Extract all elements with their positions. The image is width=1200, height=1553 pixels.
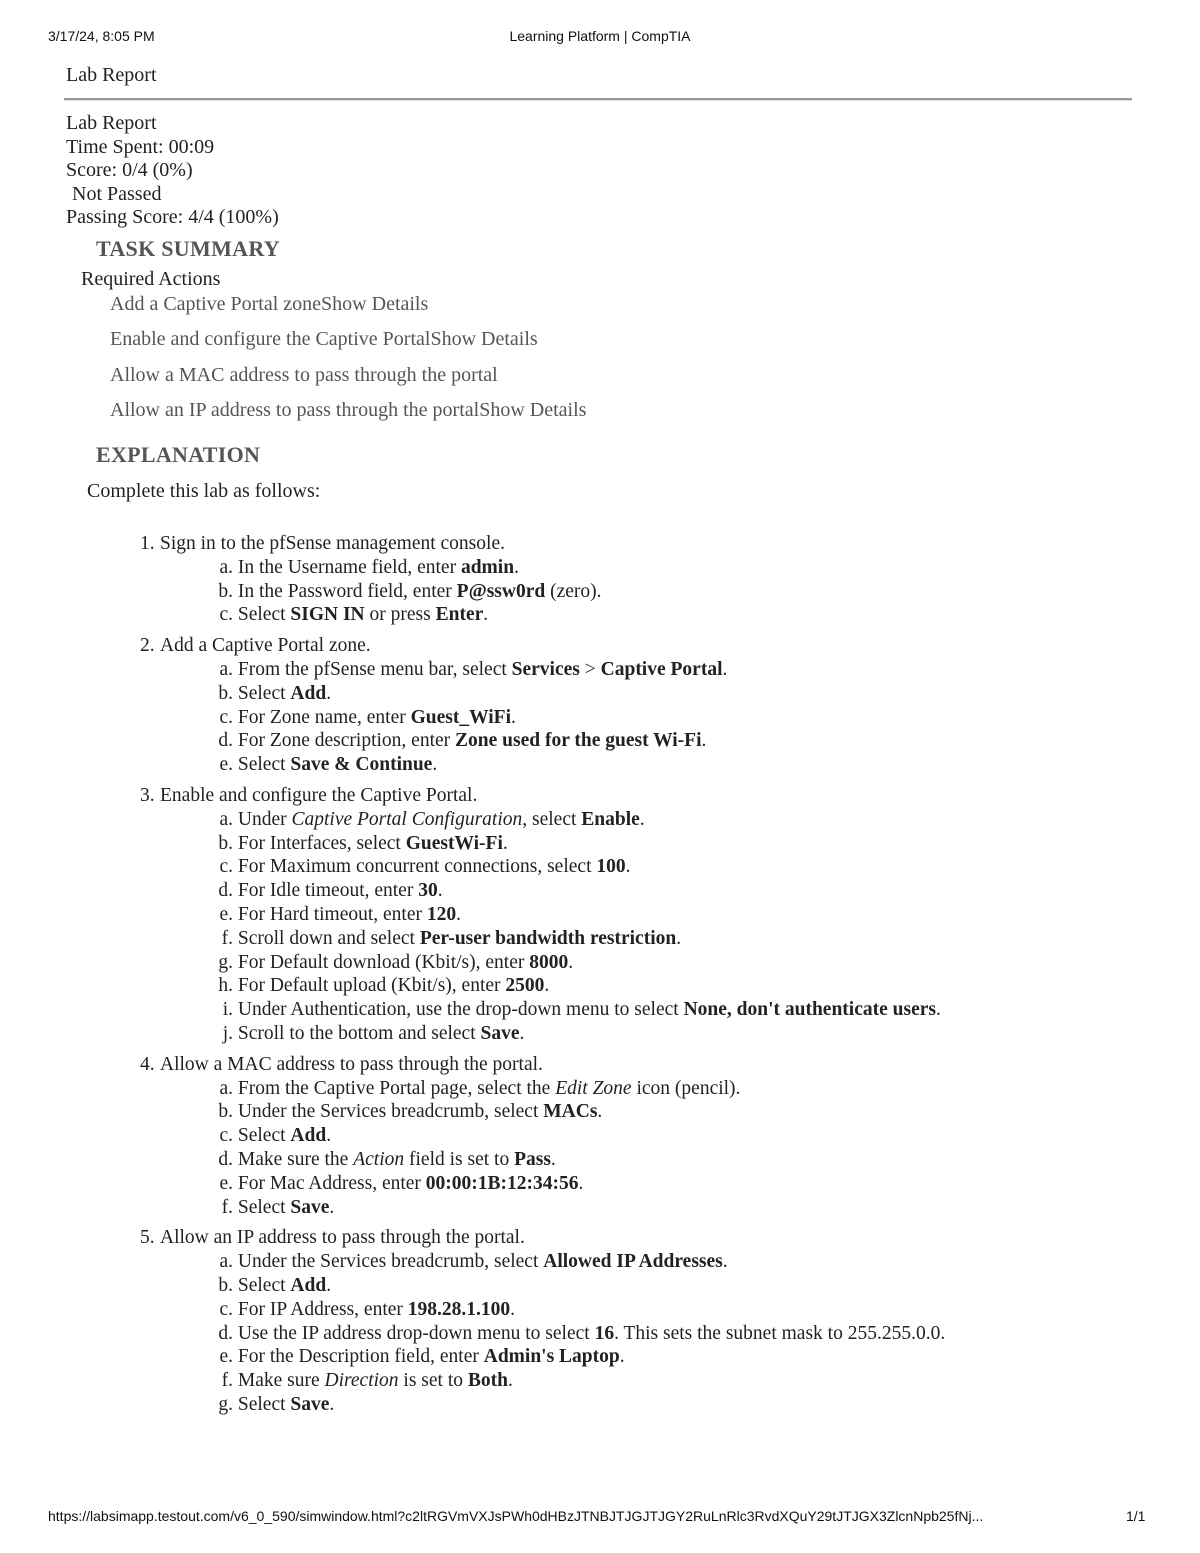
instruction-text: . bbox=[935, 999, 941, 1021]
instruction-text: . bbox=[502, 832, 508, 854]
instruction-text: Select bbox=[237, 604, 291, 626]
print-datetime: 3/17/24, 8:05 PM bbox=[48, 28, 155, 44]
emphasis-value: Allowed IP Addresses bbox=[543, 1251, 723, 1273]
instruction-text: . bbox=[432, 754, 438, 776]
instruction-text: . bbox=[326, 682, 332, 704]
emphasis-value: Per-user bandwidth restriction bbox=[419, 927, 677, 949]
emphasis-value: Zone used for the guest Wi-Fi bbox=[455, 730, 702, 752]
substep-letter: f. bbox=[221, 1370, 233, 1392]
print-page-title: Learning Platform | CompTIA bbox=[509, 28, 691, 44]
instruction-text: or press bbox=[364, 604, 436, 626]
substep-item bbox=[210, 1124, 945, 1148]
substep-letter: c. bbox=[219, 1125, 233, 1147]
instruction-text: Scroll to the bottom and select bbox=[237, 1022, 481, 1044]
substep-letter: h. bbox=[218, 975, 233, 997]
emphasis-value: Save bbox=[480, 1022, 520, 1044]
instruction-text: (zero). bbox=[545, 580, 602, 602]
instruction-text: . This sets the subnet mask to 255.255.0.0. bbox=[614, 1322, 946, 1344]
step-number: 5. bbox=[140, 1227, 155, 1249]
instruction-text: . bbox=[437, 880, 443, 902]
ui-term: Captive Portal Configuration bbox=[291, 808, 523, 830]
instruction-text: For Zone description, enter bbox=[237, 730, 456, 752]
substep-item bbox=[210, 808, 945, 832]
required-actions-label: Required Actions bbox=[81, 268, 221, 290]
instruction-text: . bbox=[329, 1196, 335, 1218]
emphasis-value: P@ssw0rd bbox=[456, 580, 546, 602]
instruction-text: is set to bbox=[398, 1370, 468, 1392]
emphasis-value: Add bbox=[290, 1274, 327, 1296]
step-item bbox=[140, 532, 945, 627]
lab-report-heading: Lab Report bbox=[66, 64, 157, 86]
emphasis-value: Save bbox=[290, 1196, 330, 1218]
substeps-list bbox=[140, 1077, 945, 1220]
time-spent: Time Spent: 00:09 bbox=[66, 135, 215, 158]
substep-item bbox=[210, 1022, 945, 1046]
score: Score: 0/4 (0%) bbox=[66, 159, 193, 181]
emphasis-value: Guest_WiFi bbox=[410, 706, 512, 728]
substep-item bbox=[210, 998, 945, 1022]
step-number: 3. bbox=[140, 784, 155, 806]
emphasis-value: Add bbox=[290, 1125, 327, 1147]
emphasis-value: Admin's Laptop bbox=[483, 1346, 620, 1368]
instruction-text: . bbox=[544, 975, 550, 997]
substep-item bbox=[210, 1274, 945, 1298]
instruction-text: For Maximum concurrent connections, select bbox=[237, 856, 597, 878]
score-summary bbox=[66, 112, 279, 230]
substep-letter: j. bbox=[222, 1022, 233, 1044]
substep-letter: b. bbox=[218, 1274, 233, 1296]
step-text: Add a Captive Portal zone. bbox=[160, 635, 371, 657]
instruction-text: . bbox=[625, 856, 631, 878]
substeps-list bbox=[140, 1250, 945, 1417]
substep-letter: c. bbox=[219, 706, 233, 728]
step-text: Sign in to the pfSense management console. bbox=[160, 533, 505, 554]
substep-item bbox=[210, 1196, 945, 1220]
substep-item bbox=[210, 1250, 945, 1274]
substep-letter: f. bbox=[221, 1196, 233, 1218]
substep-item bbox=[210, 1298, 945, 1322]
step-text: Allow an IP address to pass through the portal. bbox=[160, 1227, 525, 1249]
task-summary-heading: TASK SUMMARY bbox=[96, 236, 280, 261]
substep-letter: a. bbox=[219, 808, 233, 830]
substep-item bbox=[210, 682, 945, 706]
substep-letter: a. bbox=[219, 1077, 233, 1099]
substep-item bbox=[210, 832, 945, 856]
instruction-text: . bbox=[329, 1393, 335, 1415]
instruction-text: Under bbox=[237, 808, 292, 830]
instruction-text: . bbox=[483, 604, 489, 626]
instruction-text: . bbox=[701, 730, 707, 752]
substep-item bbox=[210, 951, 945, 975]
emphasis-value: 120 bbox=[426, 903, 457, 925]
emphasis-value: Captive Portal bbox=[600, 658, 723, 680]
substep-item bbox=[210, 879, 945, 903]
emphasis-value: Enter bbox=[435, 604, 484, 626]
emphasis-value: admin bbox=[460, 556, 515, 578]
instruction-text: For Mac Address, enter bbox=[237, 1172, 426, 1194]
instruction-text: . bbox=[326, 1274, 332, 1296]
substep-letter: e. bbox=[219, 754, 233, 776]
instruction-text: . bbox=[456, 903, 461, 925]
step-item bbox=[140, 1053, 945, 1220]
instruction-text: Make sure the bbox=[237, 1148, 354, 1170]
substep-item bbox=[210, 903, 945, 927]
step-text: Allow a MAC address to pass through the portal. bbox=[160, 1053, 543, 1075]
substep-item bbox=[210, 603, 945, 627]
step-number: 2. bbox=[140, 635, 155, 657]
emphasis-value: None, don't authenticate users bbox=[683, 999, 936, 1021]
substep-item bbox=[210, 1172, 945, 1196]
instruction-text: . bbox=[722, 658, 728, 680]
emphasis-value: 00:00:1B:12:34:56 bbox=[425, 1172, 579, 1194]
emphasis-value: 2500 bbox=[505, 975, 545, 997]
substep-letter: i. bbox=[222, 999, 233, 1021]
instruction-text: Select bbox=[237, 1274, 291, 1296]
instruction-text: . bbox=[550, 1148, 556, 1170]
instruction-text: , select bbox=[522, 808, 582, 830]
emphasis-value: 100 bbox=[596, 856, 626, 878]
substeps-list bbox=[140, 808, 945, 1046]
instruction-text: Select bbox=[237, 1196, 291, 1218]
instruction-text: For Default download (Kbit/s), enter bbox=[237, 951, 530, 973]
substep-item bbox=[210, 974, 945, 998]
emphasis-value: Save & Continue bbox=[290, 754, 433, 776]
substep-item bbox=[210, 1393, 945, 1417]
required-action-item[interactable]: Enable and configure the Captive PortalShow Details bbox=[110, 328, 538, 351]
explanation-heading: EXPLANATION bbox=[96, 442, 261, 467]
instruction-text: For Default upload (Kbit/s), enter bbox=[237, 975, 506, 997]
instruction-text: . bbox=[597, 1101, 603, 1123]
instruction-text: From the Captive Portal page, select the bbox=[237, 1077, 556, 1099]
substep-item bbox=[210, 1100, 945, 1124]
substep-letter: d. bbox=[218, 1322, 233, 1344]
emphasis-value: 30 bbox=[418, 880, 438, 902]
instruction-text: Use the IP address drop-down menu to select bbox=[237, 1322, 595, 1344]
instruction-text: Select bbox=[237, 754, 291, 776]
substep-item bbox=[210, 658, 945, 682]
substep-letter: c. bbox=[219, 1298, 233, 1320]
emphasis-value: 198.28.1.100 bbox=[407, 1298, 511, 1320]
pass-status: Not Passed bbox=[72, 182, 162, 205]
substep-letter: b. bbox=[218, 682, 233, 704]
instruction-text: Make sure bbox=[237, 1370, 325, 1392]
emphasis-value: 8000 bbox=[529, 951, 569, 973]
step-number: 1. bbox=[140, 533, 155, 554]
substep-letter: b. bbox=[218, 580, 233, 602]
emphasis-value: Add bbox=[290, 682, 327, 704]
emphasis-value: 16 bbox=[594, 1322, 615, 1344]
instruction-text: Select bbox=[237, 1125, 291, 1147]
steps-list bbox=[140, 532, 945, 1424]
instruction-text: Under Authentication, use the drop-down menu to select bbox=[237, 999, 684, 1021]
header-divider bbox=[64, 98, 1132, 101]
emphasis-value: Enable bbox=[581, 808, 640, 830]
instruction-text: In the Password field, enter bbox=[237, 580, 457, 602]
substep-letter: e. bbox=[219, 903, 233, 925]
emphasis-value: Services bbox=[511, 658, 580, 680]
substep-letter: b. bbox=[218, 1101, 233, 1123]
substeps-list bbox=[140, 556, 945, 627]
print-page-count: 1/1 bbox=[1126, 1508, 1146, 1524]
substep-item bbox=[210, 1148, 945, 1172]
instruction-text: . bbox=[676, 927, 682, 949]
substep-letter: g. bbox=[218, 1393, 233, 1415]
instruction-text: . bbox=[326, 1125, 332, 1147]
substep-letter: c. bbox=[219, 856, 233, 878]
ui-term: Action bbox=[353, 1148, 405, 1170]
instruction-text: In the Username field, enter bbox=[237, 556, 461, 578]
instruction-text: For the Description field, enter bbox=[237, 1346, 484, 1368]
substep-item bbox=[210, 1077, 945, 1101]
step-item bbox=[140, 784, 945, 1046]
substep-item bbox=[210, 1345, 945, 1369]
required-action-item: Allow a MAC address to pass through the portal bbox=[110, 363, 498, 386]
instruction-text: Scroll down and select bbox=[237, 927, 420, 949]
instruction-text: . bbox=[507, 1370, 513, 1392]
emphasis-value: Pass bbox=[514, 1148, 551, 1170]
instruction-text: . bbox=[568, 951, 574, 973]
print-url: https://labsimapp.testout.com/v6_0_590/simwindow.html?c2ltRGVmVXJsPWh0dHBzJTNBJTJGJTJGY2RuLnRlc3RvdXQuY29tJTJGX3ZlcnNpb25fNj... bbox=[48, 1508, 984, 1524]
instruction-text: . bbox=[511, 706, 516, 728]
substep-item bbox=[210, 556, 945, 580]
instruction-text: Select bbox=[237, 682, 291, 704]
instruction-text: Under the Services breadcrumb, select bbox=[237, 1101, 544, 1123]
instruction-text: field is set to bbox=[404, 1148, 515, 1170]
instruction-text: icon (pencil). bbox=[631, 1077, 741, 1099]
step-item bbox=[140, 1226, 945, 1416]
emphasis-value: MACs bbox=[543, 1101, 598, 1123]
emphasis-value: GuestWi-Fi bbox=[405, 832, 503, 854]
instruction-text: For Zone name, enter bbox=[237, 706, 411, 728]
substep-letter: b. bbox=[218, 832, 233, 854]
explanation-intro: Complete this lab as follows: bbox=[87, 480, 321, 502]
ui-term: Direction bbox=[324, 1370, 399, 1392]
passing-score: Passing Score: 4/4 (100%) bbox=[66, 206, 279, 228]
step-item bbox=[140, 634, 945, 777]
substep-letter: g. bbox=[218, 951, 233, 973]
substep-item bbox=[210, 706, 945, 730]
substep-letter: a. bbox=[219, 1251, 233, 1273]
step-number: 4. bbox=[140, 1053, 155, 1075]
report-title: Lab Report bbox=[66, 112, 157, 134]
substep-letter: f. bbox=[221, 927, 233, 949]
substep-item bbox=[210, 1369, 945, 1393]
instruction-text: From the pfSense menu bar, select bbox=[237, 658, 512, 680]
instruction-text: For Interfaces, select bbox=[237, 832, 406, 854]
required-action-item[interactable]: Add a Captive Portal zoneShow Details bbox=[110, 293, 429, 315]
substeps-list bbox=[140, 658, 945, 777]
instruction-text: . bbox=[514, 556, 519, 578]
instruction-text: . bbox=[578, 1172, 584, 1194]
substep-item bbox=[210, 729, 945, 753]
instruction-text: . bbox=[619, 1346, 625, 1368]
substep-letter: a. bbox=[219, 658, 233, 680]
substep-item bbox=[210, 927, 945, 951]
instruction-text: . bbox=[519, 1022, 525, 1044]
substep-letter: d. bbox=[218, 1148, 233, 1170]
instruction-text: For Idle timeout, enter bbox=[237, 880, 419, 902]
substep-letter: e. bbox=[219, 1346, 233, 1368]
instruction-text: For IP Address, enter bbox=[237, 1298, 408, 1320]
emphasis-value: Both bbox=[467, 1370, 508, 1392]
substep-item bbox=[210, 580, 945, 604]
substep-item bbox=[210, 855, 945, 879]
substep-letter: d. bbox=[218, 730, 233, 752]
instruction-text: . bbox=[639, 808, 645, 830]
instruction-text: . bbox=[722, 1251, 728, 1273]
substep-letter: c. bbox=[219, 604, 233, 626]
substep-letter: e. bbox=[219, 1172, 233, 1194]
substep-letter: a. bbox=[219, 556, 233, 578]
emphasis-value: Save bbox=[290, 1393, 330, 1415]
instruction-text: > bbox=[579, 658, 601, 680]
emphasis-value: SIGN IN bbox=[290, 604, 365, 626]
substep-letter: d. bbox=[218, 880, 233, 902]
substep-item bbox=[210, 1322, 945, 1346]
ui-term: Edit Zone bbox=[555, 1077, 632, 1099]
step-text: Enable and configure the Captive Portal. bbox=[160, 784, 478, 806]
instruction-text: For Hard timeout, enter bbox=[237, 903, 427, 925]
instruction-text: . bbox=[510, 1298, 516, 1320]
substep-item bbox=[210, 753, 945, 777]
required-actions-list bbox=[110, 290, 586, 431]
instruction-text: Select bbox=[237, 1393, 291, 1415]
required-action-item[interactable]: Allow an IP address to pass through the portalShow Details bbox=[110, 398, 587, 421]
instruction-text: Under the Services breadcrumb, select bbox=[237, 1251, 544, 1273]
